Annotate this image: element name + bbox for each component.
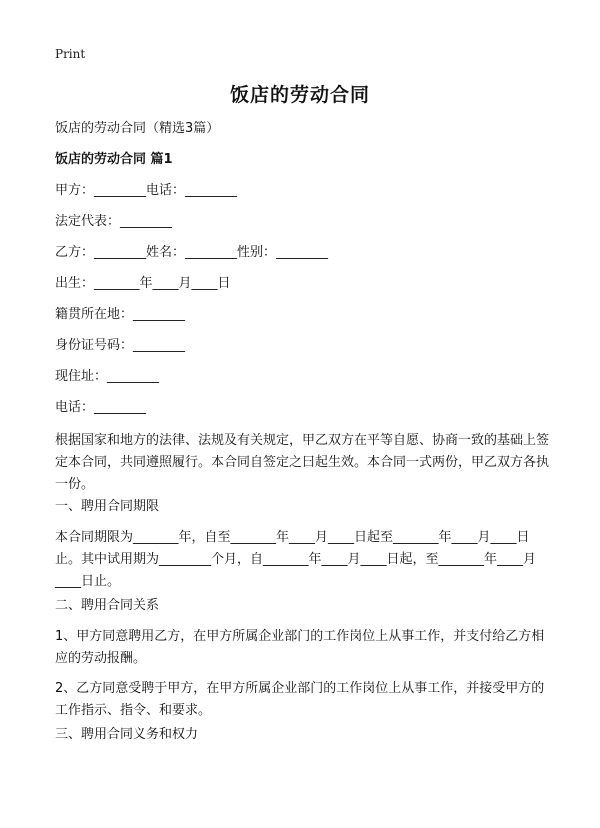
clause-3-title: 三、聘用合同义务和权力 [55,727,199,742]
field-address: 现住址：________ [55,369,160,384]
field-party-a: 甲方：________电话：________ [55,183,238,198]
clause-2-title: 二、聘用合同关系 [55,598,160,613]
field-phone: 电话：________ [55,400,147,415]
field-id-number: 身份证号码：________ [55,338,186,353]
clause-2-item-2: 2、乙方同意受聘于甲方，在甲方所属企业部门的工作岗位上从事工作，并接受甲方的工作指示、指令、和要求。 [55,681,545,718]
field-birth: 出生：_______年____月____日 [55,276,231,291]
clause-1-title: 一、聘用合同期限 [55,499,160,514]
page-title: 饭店的劳动合同 [229,84,370,106]
field-legal-rep: 法定代表：________ [55,214,173,229]
intro-paragraph: 根据国家和地方的法律、法规及有关规定，甲乙双方在平等自愿、协商一致的基础上签定本合同，共同遵照履行。本合同自签定之曰起生效。本合同一式两份，甲乙双方各执一份。 [55,433,550,492]
clause-2-item-1: 1、甲方同意聘用乙方，在甲方所属企业部门的工作岗位上从事工作，并支付给乙方相应的劳动报酬。 [55,629,545,666]
field-party-b: 乙方：________姓名：________性别：________ [55,245,329,260]
document-subtitle: 饭店的劳动合同（精选3篇） [55,121,220,136]
print-label[interactable]: Print [55,47,86,61]
section-heading: 饭店的劳动合同 篇1 [55,152,173,167]
field-native-place: 籍贯所在地：________ [55,307,186,322]
clause-1-body: 本合同期限为_______年，自至_______年____月____日起至_______年____月____日止。其中试用期为________个月，自_______年____月____日起，至_______年____月____日止。 [55,530,537,589]
